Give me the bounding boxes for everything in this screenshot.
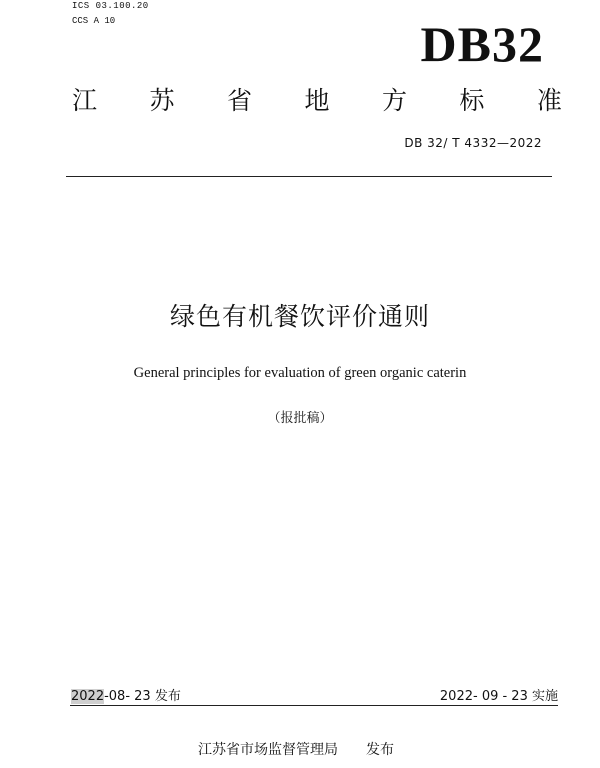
ccs-code: CCS A 10 — [72, 16, 116, 26]
standard-type-char: 省 — [226, 86, 252, 115]
publisher-action: 发布 — [366, 742, 394, 758]
draft-status: （报批稿） — [267, 411, 333, 426]
issue-date — [71, 688, 181, 706]
issue-date-rest: -08- 23 发布 — [104, 689, 181, 704]
standard-type-heading — [72, 85, 562, 117]
publisher-line — [198, 740, 394, 760]
standard-type-char: 苏 — [149, 86, 175, 115]
publisher-name: 江苏省市场监督管理局 — [198, 742, 338, 758]
bottom-divider — [70, 705, 558, 706]
chinese-title: 绿色有机餐饮评价通则 — [169, 302, 430, 331]
standard-code: DB 32/ T 4332—2022 — [404, 136, 542, 150]
standard-type-char: 标 — [459, 86, 485, 115]
standard-type-char: 方 — [381, 86, 407, 115]
ics-code: ICS 03.100.20 — [72, 1, 149, 11]
standard-type-char: 地 — [304, 86, 330, 115]
standard-type-char: 江 — [72, 86, 98, 115]
db-label: DB32 — [420, 16, 544, 72]
top-divider — [66, 176, 552, 177]
english-title: General principles for evaluation of green organic caterin — [133, 365, 467, 381]
implementation-date: 2022- 09 - 23 实施 — [439, 689, 558, 704]
standard-type-char: 准 — [536, 86, 562, 115]
issue-year: 2022 — [71, 689, 105, 704]
